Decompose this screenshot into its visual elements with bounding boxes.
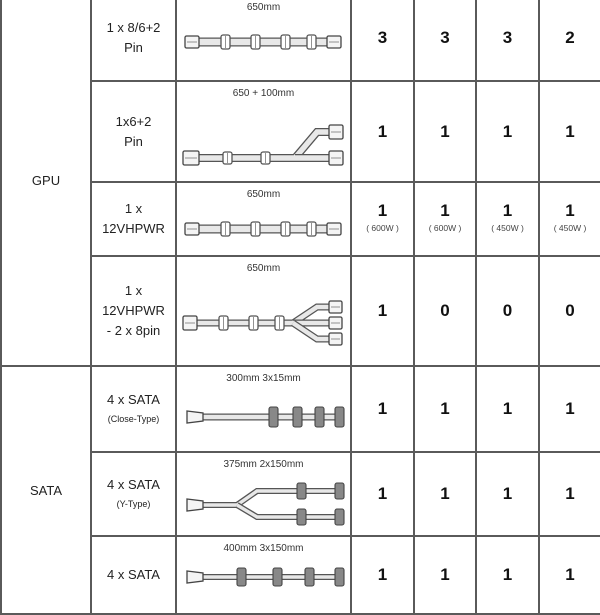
cable-length-label: 650 + 100mm bbox=[232, 88, 295, 99]
quantity-value: 0 bbox=[440, 301, 450, 320]
quantity-value: 1 bbox=[502, 200, 513, 220]
quantity-value: 2 bbox=[565, 28, 575, 47]
cable-image-cell bbox=[176, 81, 351, 182]
quantity-value: 1 bbox=[565, 200, 575, 220]
connector-label: 1 x bbox=[124, 283, 143, 298]
wattage-note: ( 600W ) bbox=[366, 222, 399, 233]
cable-length-label: 650mm bbox=[246, 189, 281, 200]
quantity-value: 1 bbox=[377, 484, 388, 503]
category-cell: SATA bbox=[1, 366, 91, 614]
connector-cell bbox=[91, 81, 176, 182]
cable-length-label: 375mm 2x150mm bbox=[223, 459, 304, 470]
quantity-value: 1 bbox=[377, 200, 388, 220]
wattage-note: ( 600W ) bbox=[428, 222, 462, 233]
cable-illustration bbox=[177, 0, 352, 82]
quantity-value: 0 bbox=[565, 301, 575, 320]
wattage-note: ( 450W ) bbox=[491, 222, 524, 233]
quantity-value: 3 bbox=[502, 28, 513, 47]
quantity-cell bbox=[351, 256, 414, 366]
quantity-value: 1 bbox=[565, 121, 575, 141]
quantity-cell bbox=[476, 536, 539, 614]
quantity-cell bbox=[539, 366, 600, 452]
cable-image-cell bbox=[176, 0, 351, 81]
connector-cell bbox=[91, 256, 176, 366]
connector-label: 12VHPWR bbox=[102, 303, 165, 318]
connector-label: Pin bbox=[124, 40, 143, 55]
quantity-value: 1 bbox=[377, 565, 388, 584]
quantity-value: 1 bbox=[440, 121, 450, 141]
quantity-cell bbox=[351, 536, 414, 614]
quantity-cell bbox=[476, 182, 539, 256]
quantity-value: 3 bbox=[377, 28, 388, 47]
cable-image-cell bbox=[176, 536, 351, 614]
connector-cell bbox=[91, 0, 176, 81]
cable-length-label: 650mm bbox=[246, 263, 281, 274]
connector-type-note: (Close-Type) bbox=[107, 414, 160, 424]
quantity-cell bbox=[539, 256, 600, 366]
quantity-cell bbox=[414, 452, 476, 536]
cable-illustration bbox=[177, 82, 352, 183]
quantity-cell bbox=[414, 81, 476, 182]
connector-cell bbox=[91, 182, 176, 256]
cable-illustration bbox=[177, 367, 352, 453]
quantity-value: 0 bbox=[502, 301, 513, 320]
table-body bbox=[1, 0, 600, 614]
cable-image-cell bbox=[176, 256, 351, 366]
quantity-value: 1 bbox=[440, 484, 450, 503]
table-row bbox=[1, 81, 600, 182]
cable-illustration bbox=[177, 537, 352, 615]
quantity-cell bbox=[414, 366, 476, 452]
quantity-cell bbox=[351, 182, 414, 256]
connector-cell bbox=[91, 536, 176, 614]
connector-type-note: (Y-Type) bbox=[116, 499, 151, 509]
table-row bbox=[1, 366, 600, 452]
quantity-cell bbox=[539, 0, 600, 81]
cable-illustration bbox=[177, 183, 352, 257]
quantity-value: 1 bbox=[502, 399, 513, 418]
table-row bbox=[1, 536, 600, 614]
quantity-cell bbox=[539, 81, 600, 182]
cable-illustration bbox=[177, 453, 352, 537]
connector-label: 1 x bbox=[124, 201, 143, 216]
quantity-cell bbox=[476, 0, 539, 81]
quantity-value: 1 bbox=[565, 565, 575, 584]
quantity-cell bbox=[476, 81, 539, 182]
quantity-value: 1 bbox=[502, 121, 513, 141]
quantity-cell bbox=[414, 182, 476, 256]
quantity-cell bbox=[351, 452, 414, 536]
quantity-value: 1 bbox=[565, 484, 575, 503]
table-row bbox=[1, 182, 600, 256]
cable-image-cell bbox=[176, 452, 351, 536]
quantity-cell bbox=[476, 256, 539, 366]
wattage-note: ( 450W ) bbox=[553, 222, 587, 233]
quantity-value: 1 bbox=[440, 399, 450, 418]
table-row bbox=[1, 0, 600, 81]
quantity-value: 1 bbox=[565, 399, 575, 418]
quantity-value: 1 bbox=[377, 301, 388, 320]
quantity-value: 1 bbox=[377, 399, 388, 418]
connector-label: Pin bbox=[124, 133, 143, 149]
cable-length-label: 400mm 3x150mm bbox=[223, 543, 304, 554]
quantity-value: 1 bbox=[377, 121, 388, 141]
quantity-cell bbox=[539, 182, 600, 256]
connector-label: 4 x SATA bbox=[107, 392, 160, 407]
quantity-cell bbox=[351, 366, 414, 452]
quantity-value: 1 bbox=[440, 565, 450, 584]
connector-label: 1 x 8/6+2 bbox=[106, 20, 161, 35]
quantity-cell bbox=[476, 452, 539, 536]
quantity-cell bbox=[414, 256, 476, 366]
connector-label: 12VHPWR bbox=[102, 221, 165, 236]
connector-cell bbox=[91, 452, 176, 536]
table-row bbox=[1, 452, 600, 536]
connector-cell bbox=[91, 366, 176, 452]
quantity-value: 1 bbox=[440, 200, 450, 220]
cable-illustration bbox=[177, 257, 352, 367]
quantity-value: 1 bbox=[502, 484, 513, 503]
quantity-cell bbox=[414, 0, 476, 81]
quantity-cell bbox=[351, 0, 414, 81]
category-cell: GPU bbox=[1, 0, 91, 366]
connector-label: 4 x SATA bbox=[107, 477, 160, 492]
cable-length-label: 650mm bbox=[246, 2, 281, 13]
quantity-cell bbox=[476, 366, 539, 452]
quantity-cell bbox=[539, 452, 600, 536]
cable-length-label: 300mm 3x15mm bbox=[226, 373, 301, 384]
connector-label: 4 x SATA bbox=[107, 567, 160, 582]
quantity-value: 3 bbox=[440, 28, 450, 47]
quantity-cell bbox=[351, 81, 414, 182]
cable-image-cell bbox=[176, 182, 351, 256]
quantity-value: 1 bbox=[502, 565, 513, 584]
connector-label: 1x6+2 bbox=[115, 113, 152, 129]
cable-image-cell bbox=[176, 366, 351, 452]
table-row bbox=[1, 256, 600, 366]
connector-label: - 2 x 8pin bbox=[106, 323, 161, 338]
quantity-cell bbox=[539, 536, 600, 614]
quantity-cell bbox=[414, 536, 476, 614]
